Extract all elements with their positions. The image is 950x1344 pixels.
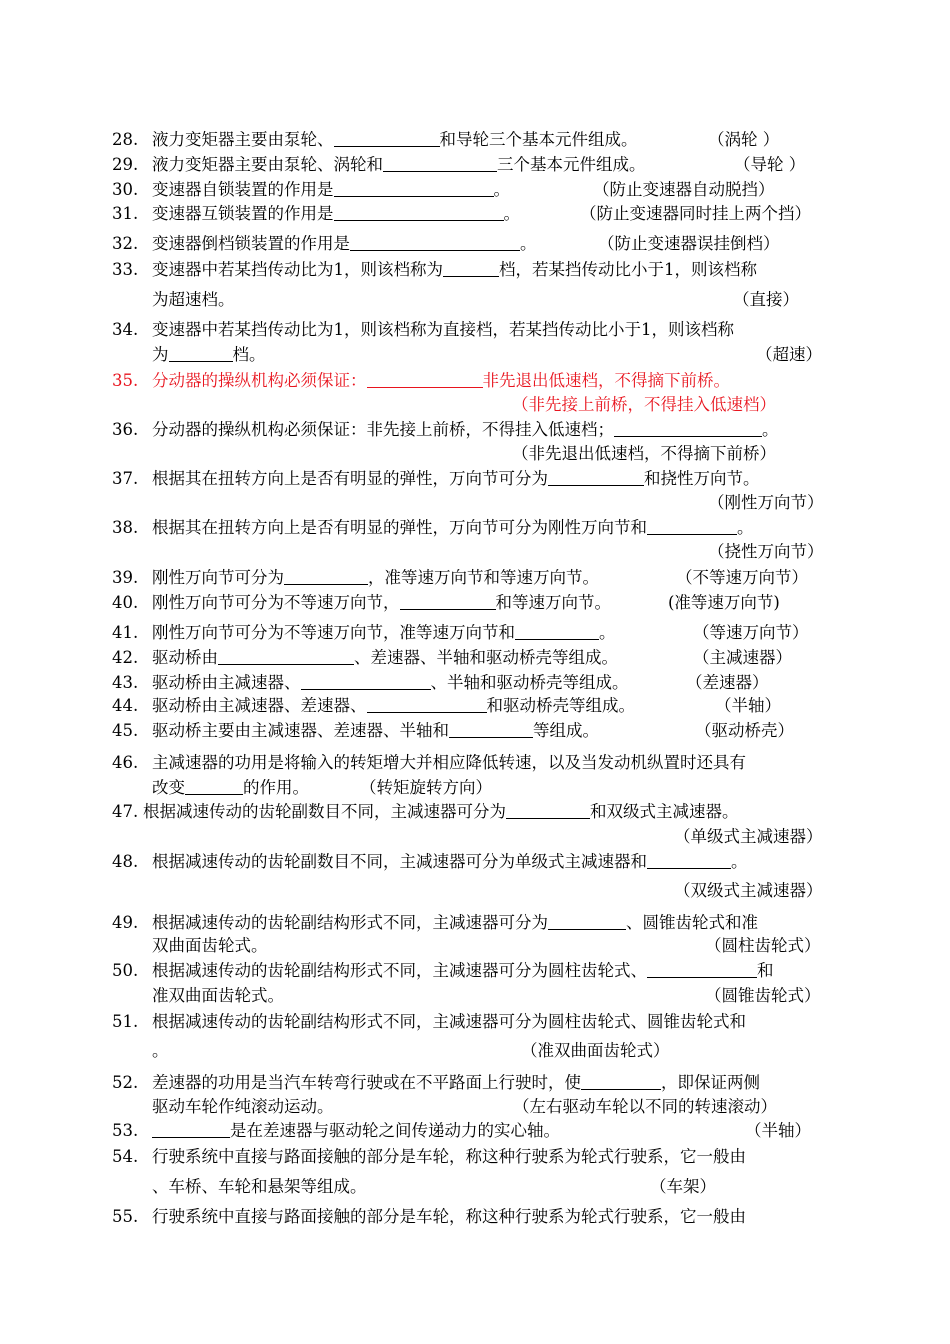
answer-key: （刚性万向节） <box>708 493 824 512</box>
answer-blank <box>185 777 243 795</box>
answer-key: （单级式主减速器） <box>674 827 823 846</box>
answer-blank <box>218 647 354 665</box>
question-text-before-blank: 准双曲面齿轮式。 <box>152 986 284 1005</box>
answer-blank <box>647 517 737 535</box>
question-text-before-blank: 行驶系统中直接与路面接触的部分是车轮，称这种行驶系为轮式行驶系，它一般由 <box>152 1207 746 1226</box>
question-line <box>0 800 950 824</box>
question-text <box>152 153 646 177</box>
question-text-after-blank: 等组成。 <box>533 721 599 740</box>
answer-key: （防止变速器自动脱挡） <box>593 180 775 199</box>
question-text <box>152 178 510 202</box>
answer-key: （半轴） <box>745 1121 811 1140</box>
question-number: 50. <box>112 961 139 980</box>
question-text-after-blank: ，准等速万向节和等速万向节。 <box>368 568 599 587</box>
question-number: 40. <box>112 593 139 612</box>
answer-key: （准双曲面齿轮式） <box>521 1041 670 1060</box>
answer-key: （非先退出低速档，不得摘下前桥） <box>512 444 776 463</box>
question-text-before-blank: 刚性万向节可分为不等速万向节，准等速万向节和 <box>152 623 515 642</box>
answer-blank <box>301 672 431 690</box>
question-line <box>0 202 950 226</box>
question-number: 30. <box>112 180 139 199</box>
answer-key: （挠性万向节） <box>708 542 824 561</box>
question-text-before-blank: 改变 <box>152 778 185 797</box>
question-number: 36. <box>112 420 139 439</box>
question-text-before-blank: 为超速档。 <box>152 290 235 309</box>
question-number: 53. <box>112 1121 139 1140</box>
answer-key: （超速） <box>756 345 822 364</box>
answer-key: （差速器） <box>686 673 769 692</box>
question-text-before-blank: 驱动桥由主减速器、差速器、 <box>152 696 367 715</box>
question-text-before-blank: 刚性万向节可分为不等速万向节， <box>152 593 400 612</box>
question-text-before-blank: 根据减速传动的齿轮副数目不同，主减速器可分为 <box>143 802 506 821</box>
question-text <box>152 621 616 645</box>
question-text <box>152 850 748 874</box>
question-line <box>0 1071 950 1095</box>
question-text <box>152 751 746 775</box>
question-line <box>0 1119 950 1143</box>
question-text <box>152 318 734 342</box>
answer-blank <box>581 1072 661 1090</box>
question-number: 47. <box>112 802 139 821</box>
question-number: 37. <box>112 469 139 488</box>
question-text <box>152 516 754 540</box>
question-line <box>0 153 950 177</box>
question-text <box>152 591 611 615</box>
question-text <box>152 1071 760 1095</box>
question-line <box>0 566 950 590</box>
question-line <box>0 621 950 645</box>
question-text-after-blank: 。 <box>737 518 754 537</box>
question-line <box>0 418 950 442</box>
question-number: 51. <box>112 1012 139 1031</box>
answer-blank <box>400 592 496 610</box>
question-text-before-blank: 变速器中若某挡传动比为1，则该档称为直接档，若某挡传动比小于1，则该档称 <box>152 320 734 339</box>
question-line <box>0 442 950 466</box>
question-number: 54. <box>112 1147 139 1166</box>
answer-blank <box>350 233 520 251</box>
question-text-after-blank: 、半轴和驱动桥壳等组成。 <box>430 673 629 692</box>
question-text-before-blank: 变速器中若某挡传动比为1，则该档称为 <box>152 260 443 279</box>
question-line <box>0 751 950 775</box>
question-text <box>152 776 309 800</box>
question-text-before-blank: 根据其在扭转方向上是否有明显的弹性，万向节可分为 <box>152 469 548 488</box>
question-number: 46. <box>112 753 139 772</box>
question-text <box>152 1175 367 1199</box>
answer-key: （防止变速器误挂倒档） <box>598 234 780 253</box>
question-text-before-blank: 驱动车轮作纯滚动运动。 <box>152 1097 334 1116</box>
question-text-before-blank: 驱动桥由主减速器、 <box>152 673 301 692</box>
question-line <box>0 258 950 282</box>
question-text-after-blank: 非先退出低速档，不得摘下前桥。 <box>482 371 730 390</box>
answer-key: （防止变速器同时挂上两个挡） <box>580 204 811 223</box>
answer-key: （不等速万向节） <box>676 568 808 587</box>
answer-key: （车架） <box>650 1177 716 1196</box>
question-line <box>0 1039 950 1063</box>
question-text-after-blank: 和 <box>757 961 774 980</box>
question-text <box>152 343 266 367</box>
question-line <box>0 591 950 615</box>
question-line <box>0 540 950 564</box>
question-line <box>0 959 950 983</box>
question-text-after-blank: 档，若某挡传动比小于1，则该档称 <box>499 260 757 279</box>
answer-blank <box>647 960 757 978</box>
question-text <box>152 418 779 442</box>
answer-blank <box>647 851 731 869</box>
question-line <box>0 1205 950 1229</box>
question-text-after-blank: 和驱动桥壳等组成。 <box>486 696 635 715</box>
question-line <box>0 850 950 874</box>
answer-key: (准等速万向节) <box>668 593 780 612</box>
question-line <box>0 1095 950 1119</box>
answer-blank <box>284 567 368 585</box>
answer-blank <box>152 1120 230 1138</box>
question-line <box>0 825 950 849</box>
question-text-after-blank: ，即保证两侧 <box>661 1073 760 1092</box>
question-text <box>152 646 618 670</box>
question-line <box>0 719 950 743</box>
question-text-before-blank: 变速器倒档锁装置的作用是 <box>152 234 350 253</box>
question-text <box>152 467 760 491</box>
question-line <box>0 343 950 367</box>
question-number: 44. <box>112 696 139 715</box>
question-text <box>152 128 638 152</box>
question-text-before-blank: 刚性万向节可分为 <box>152 568 284 587</box>
question-text-after-blank: 和挠性万向节。 <box>644 469 760 488</box>
answer-blank <box>334 129 440 147</box>
question-text <box>152 1039 169 1063</box>
question-number: 31. <box>112 204 139 223</box>
question-text-before-blank: 行驶系统中直接与路面接触的部分是车轮，称这种行驶系为轮式行驶系，它一般由 <box>152 1147 746 1166</box>
question-line <box>0 467 950 491</box>
question-text-before-blank: 驱动桥由 <box>152 648 218 667</box>
answer-key: （圆锥齿轮式） <box>705 986 821 1005</box>
question-text-before-blank: 液力变矩器主要由泵轮、涡轮和 <box>152 155 383 174</box>
question-number: 55. <box>112 1207 139 1226</box>
question-number: 43. <box>112 673 139 692</box>
question-text-before-blank: 双曲面齿轮式。 <box>152 936 268 955</box>
question-text <box>143 800 739 824</box>
question-line <box>0 671 950 695</box>
answer-key: （等速万向节） <box>693 623 809 642</box>
question-text-after-blank: 档。 <box>232 345 266 364</box>
question-text-before-blank: 根据减速传动的齿轮副结构形式不同，主减速器可分为圆柱齿轮式、 <box>152 961 647 980</box>
question-number: 48. <box>112 852 139 871</box>
question-line <box>0 911 950 935</box>
question-text <box>152 202 520 226</box>
question-text-before-blank: 根据其在扭转方向上是否有明显的弹性，万向节可分为刚性万向节和 <box>152 518 647 537</box>
question-text-before-blank: 变速器自锁装置的作用是 <box>152 180 334 199</box>
question-line <box>0 984 950 1008</box>
question-line <box>0 178 950 202</box>
question-text-after-blank: 和等速万向节。 <box>495 593 611 612</box>
question-text <box>152 911 758 935</box>
question-text-after-blank: 的作用。 <box>243 778 309 797</box>
question-text <box>152 984 284 1008</box>
question-text <box>152 934 268 958</box>
question-text-before-blank: 根据减速传动的齿轮副结构形式不同，主减速器可分为圆柱齿轮式、圆锥齿轮式和 <box>152 1012 746 1031</box>
question-text-before-blank: 根据减速传动的齿轮副数目不同，主减速器可分为单级式主减速器和 <box>152 852 647 871</box>
question-text-before-blank: 、车桥、车轮和悬架等组成。 <box>152 1177 367 1196</box>
question-text-after-blank: 和导轮三个基本元件组成。 <box>439 130 638 149</box>
question-text-after-blank: 。 <box>731 852 748 871</box>
question-text <box>152 959 774 983</box>
question-number: 39. <box>112 568 139 587</box>
question-text <box>152 1205 746 1229</box>
answer-key: （圆柱齿轮式） <box>705 936 821 955</box>
question-text-before-blank: 变速器互锁装置的作用是 <box>152 204 334 223</box>
question-text <box>152 566 599 590</box>
answer-key: （驱动桥壳） <box>695 721 794 740</box>
question-line <box>0 1010 950 1034</box>
answer-key: （直接） <box>733 290 799 309</box>
question-number: 34. <box>112 320 139 339</box>
answer-blank <box>548 912 626 930</box>
question-line <box>0 232 950 256</box>
question-text <box>152 1119 560 1143</box>
question-text-after-blank: 。 <box>493 180 510 199</box>
question-line <box>0 934 950 958</box>
question-line <box>0 879 950 903</box>
question-number: 45. <box>112 721 139 740</box>
question-text-after-blank: 。 <box>503 204 520 223</box>
question-number: 28. <box>112 130 139 149</box>
question-number: 29. <box>112 155 139 174</box>
question-text <box>152 288 235 312</box>
question-line <box>0 694 950 718</box>
answer-blank <box>367 695 487 713</box>
question-text-before-blank: 分动器的操纵机构必须保证：非先接上前桥，不得挂入低速档； <box>152 420 614 439</box>
answer-blank <box>443 259 499 277</box>
question-number: 38. <box>112 518 139 537</box>
question-text-after-blank: 。 <box>599 623 616 642</box>
question-line <box>0 318 950 342</box>
question-text-after-blank: 。 <box>520 234 537 253</box>
question-text-after-blank: 是在差速器与驱动轮之间传递动力的实心轴。 <box>230 1121 560 1140</box>
answer-key: （涡轮 ） <box>708 130 780 149</box>
answer-blank <box>449 720 533 738</box>
question-text-before-blank: 驱动桥主要由主减速器、差速器、半轴和 <box>152 721 449 740</box>
question-number: 33. <box>112 260 139 279</box>
question-text-after-blank: 、差速器、半轴和驱动桥壳等组成。 <box>354 648 618 667</box>
question-text <box>152 694 635 718</box>
question-line <box>0 491 950 515</box>
question-line <box>0 516 950 540</box>
question-text <box>152 232 537 256</box>
answer-blank <box>334 179 494 197</box>
question-text-before-blank: 分动器的操纵机构必须保证： <box>152 371 367 390</box>
question-text-before-blank: 主减速器的功用是将输入的转矩增大并相应降低转速，以及当发动机纵置时还具有 <box>152 753 746 772</box>
question-text <box>152 1010 746 1034</box>
question-number: 49. <box>112 913 139 932</box>
answer-key: （左右驱动车轮以不同的转速滚动） <box>513 1097 777 1116</box>
answer-blank <box>367 370 483 388</box>
question-line <box>0 776 950 800</box>
question-text-after-blank: 和双级式主减速器。 <box>590 802 739 821</box>
answer-key: （非先接上前桥，不得挂入低速档） <box>512 395 776 414</box>
question-text <box>152 671 629 695</box>
question-line <box>0 288 950 312</box>
question-line <box>0 646 950 670</box>
question-text-after-blank: 三个基本元件组成。 <box>497 155 646 174</box>
question-text-before-blank: 为 <box>152 345 169 364</box>
question-text-after-blank: 、圆锥齿轮式和准 <box>626 913 758 932</box>
answer-blank <box>506 801 590 819</box>
question-number: 42. <box>112 648 139 667</box>
answer-key: （转矩旋转方向） <box>360 778 492 797</box>
answer-key: （主减速器） <box>693 648 792 667</box>
answer-blank <box>383 154 497 172</box>
question-text <box>152 369 730 393</box>
question-number: 52. <box>112 1073 139 1092</box>
answer-blank <box>334 203 504 221</box>
question-line <box>0 393 950 417</box>
question-text-before-blank: 根据减速传动的齿轮副结构形式不同，主减速器可分为 <box>152 913 548 932</box>
question-text <box>152 719 599 743</box>
question-line <box>0 1175 950 1199</box>
question-text <box>152 1145 746 1169</box>
question-line <box>0 1145 950 1169</box>
answer-key: （半轴） <box>715 696 781 715</box>
answer-blank <box>515 622 599 640</box>
question-text-before-blank: 差速器的功用是当汽车转弯行驶或在不平路面上行驶时，使 <box>152 1073 581 1092</box>
answer-blank <box>169 344 233 362</box>
question-text <box>152 1095 334 1119</box>
question-number: 41. <box>112 623 139 642</box>
answer-key: （双级式主减速器） <box>674 881 823 900</box>
question-text-before-blank: 液力变矩器主要由泵轮、 <box>152 130 334 149</box>
question-line <box>0 128 950 152</box>
question-text-before-blank: 。 <box>152 1041 169 1060</box>
answer-blank <box>614 419 762 437</box>
question-number: 32. <box>112 234 139 253</box>
question-number: 35. <box>112 371 139 390</box>
answer-key: （导轮 ） <box>734 155 806 174</box>
answer-blank <box>548 468 644 486</box>
question-text <box>152 258 757 282</box>
question-text-after-blank: 。 <box>762 420 779 439</box>
question-line <box>0 369 950 393</box>
